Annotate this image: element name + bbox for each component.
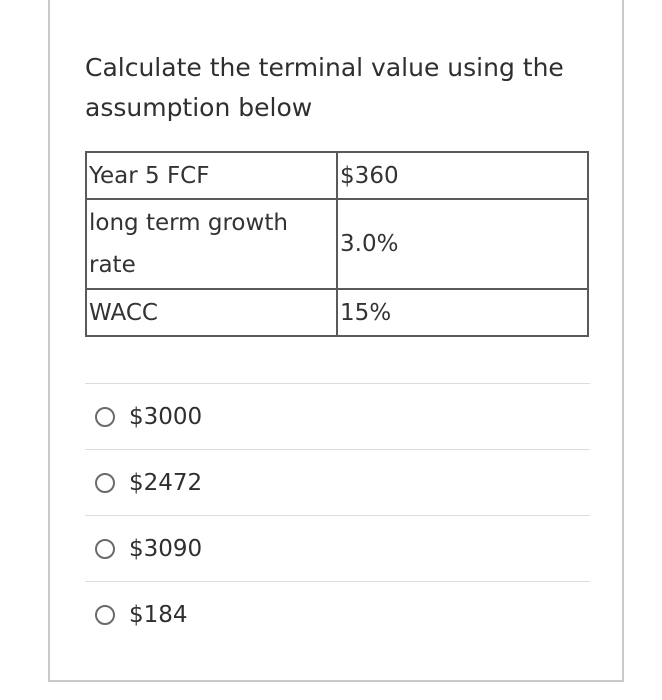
radio-button[interactable]: [95, 539, 115, 559]
table-cell-label: long term growth rate: [86, 199, 337, 289]
table-cell-value: 15%: [337, 289, 588, 336]
table-cell-label: Year 5 FCF: [86, 152, 337, 199]
answer-options: [85, 383, 590, 647]
option-label: $184: [129, 601, 188, 628]
option-label: $3090: [129, 535, 203, 562]
table-row: [86, 289, 588, 336]
table-cell-label: WACC: [86, 289, 337, 336]
table-cell-value: 3.0%: [337, 199, 588, 289]
table-row: [86, 152, 588, 199]
table-cell-value: $360: [337, 152, 588, 199]
answer-option[interactable]: [85, 582, 590, 647]
answer-option[interactable]: [85, 384, 590, 450]
assumptions-table: [85, 151, 589, 337]
radio-button[interactable]: [95, 407, 115, 427]
radio-button[interactable]: [95, 473, 115, 493]
option-label: $3000: [129, 403, 203, 430]
option-label: $2472: [129, 469, 203, 496]
table-row: [86, 199, 588, 289]
radio-button[interactable]: [95, 605, 115, 625]
question-text: [85, 48, 585, 128]
answer-option[interactable]: [85, 516, 590, 582]
answer-option[interactable]: [85, 450, 590, 516]
question-line-2: assumption below: [85, 93, 313, 122]
question-line-1: Calculate the terminal value using the: [85, 53, 564, 82]
